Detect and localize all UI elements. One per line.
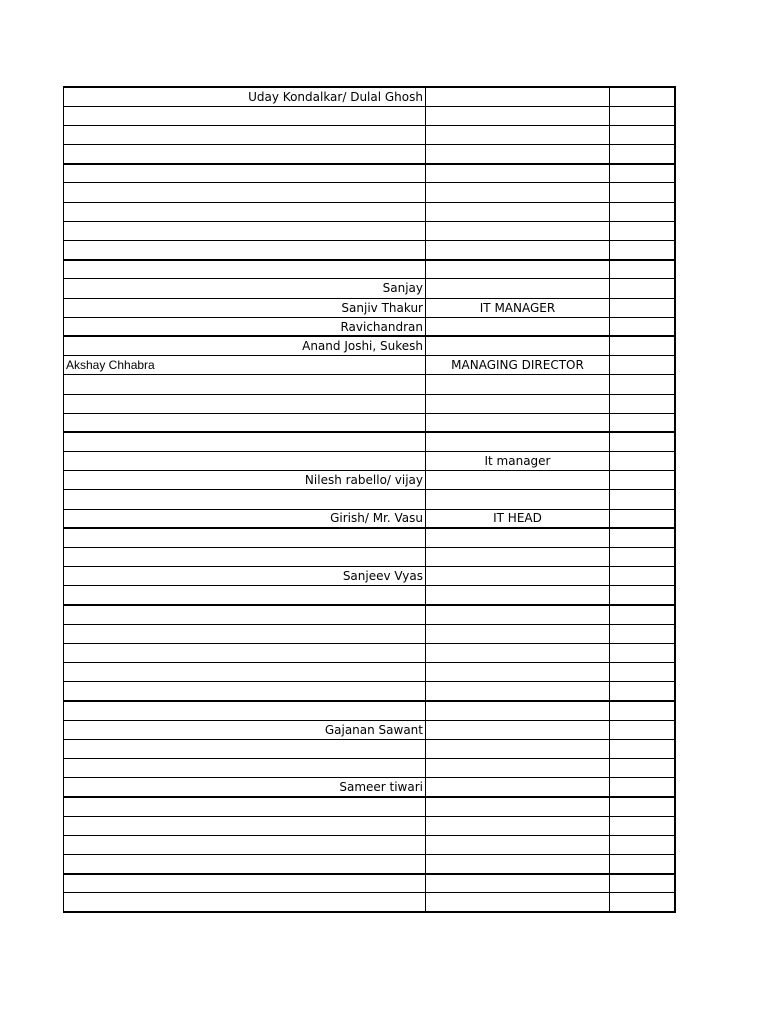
table-row (64, 893, 675, 912)
table-row (64, 145, 675, 164)
title-cell (426, 202, 610, 221)
table-row (64, 298, 675, 317)
title-cell (426, 816, 610, 835)
name-cell (64, 164, 426, 183)
name-cell (64, 241, 426, 260)
table-row (64, 643, 675, 662)
title-cell (426, 624, 610, 643)
title-cell (426, 279, 610, 298)
title-cell (426, 682, 610, 701)
name-cell: Sameer tiwari (64, 778, 426, 797)
name-cell (64, 548, 426, 567)
extra-cell (610, 336, 675, 355)
name-cell (64, 797, 426, 816)
title-cell (426, 835, 610, 854)
name-cell (64, 759, 426, 778)
name-cell: Girish/ Mr. Vasu (64, 509, 426, 528)
title-cell (426, 260, 610, 279)
title-cell (426, 490, 610, 509)
table-row (64, 336, 675, 355)
table-row (64, 432, 675, 451)
table-row (64, 202, 675, 221)
table-row (64, 87, 675, 106)
title-cell (426, 317, 610, 336)
title-cell (426, 394, 610, 413)
title-cell: IT MANAGER (426, 298, 610, 317)
name-cell (64, 221, 426, 240)
name-cell: Anand Joshi, Sukesh (64, 336, 426, 355)
title-cell (426, 164, 610, 183)
extra-cell (610, 643, 675, 662)
title-cell (426, 221, 610, 240)
title-cell (426, 893, 610, 912)
title-cell (426, 106, 610, 125)
table-row (64, 452, 675, 471)
title-cell (426, 375, 610, 394)
name-cell (64, 663, 426, 682)
extra-cell (610, 605, 675, 624)
name-cell: Nilesh rabello/ vijay (64, 471, 426, 490)
extra-cell (610, 855, 675, 874)
extra-cell (610, 663, 675, 682)
title-cell (426, 241, 610, 260)
table-row (64, 164, 675, 183)
table-row (64, 548, 675, 567)
table-row (64, 183, 675, 202)
table-row (64, 682, 675, 701)
title-cell (426, 528, 610, 547)
contact-table-body (64, 87, 675, 912)
extra-cell (610, 586, 675, 605)
table-row (64, 471, 675, 490)
name-cell (64, 874, 426, 893)
extra-cell (610, 452, 675, 471)
title-cell (426, 87, 610, 106)
extra-cell (610, 509, 675, 528)
extra-cell (610, 164, 675, 183)
table-row (64, 106, 675, 125)
name-cell: Sanjeev Vyas (64, 567, 426, 586)
title-cell (426, 701, 610, 720)
table-row (64, 720, 675, 739)
name-cell: Sanjiv Thakur (64, 298, 426, 317)
extra-cell (610, 183, 675, 202)
extra-cell (610, 797, 675, 816)
name-cell (64, 125, 426, 144)
extra-cell (610, 125, 675, 144)
extra-cell (610, 432, 675, 451)
title-cell: It manager (426, 452, 610, 471)
name-cell (64, 605, 426, 624)
extra-cell (610, 759, 675, 778)
table-row (64, 624, 675, 643)
extra-cell (610, 202, 675, 221)
extra-cell (610, 778, 675, 797)
extra-cell (610, 241, 675, 260)
table-row (64, 855, 675, 874)
name-cell (64, 432, 426, 451)
extra-cell (610, 682, 675, 701)
name-cell: Sanjay (64, 279, 426, 298)
table-row (64, 375, 675, 394)
extra-cell (610, 701, 675, 720)
extra-cell (610, 221, 675, 240)
name-cell: Ravichandran (64, 317, 426, 336)
name-cell (64, 528, 426, 547)
table-row (64, 509, 675, 528)
table-row (64, 835, 675, 854)
extra-cell (610, 624, 675, 643)
title-cell (426, 720, 610, 739)
table-row (64, 241, 675, 260)
contact-table (63, 86, 676, 913)
table-row (64, 490, 675, 509)
extra-cell (610, 816, 675, 835)
extra-cell (610, 106, 675, 125)
title-cell (426, 739, 610, 758)
name-cell (64, 893, 426, 912)
table-row (64, 260, 675, 279)
extra-cell (610, 375, 675, 394)
extra-cell (610, 145, 675, 164)
table-row (64, 663, 675, 682)
extra-cell (610, 739, 675, 758)
name-cell (64, 739, 426, 758)
table-row (64, 279, 675, 298)
name-cell (64, 816, 426, 835)
extra-cell (610, 874, 675, 893)
name-cell (64, 145, 426, 164)
table-row (64, 317, 675, 336)
title-cell (426, 336, 610, 355)
name-cell (64, 855, 426, 874)
extra-cell (610, 720, 675, 739)
title-cell (426, 413, 610, 432)
name-cell (64, 106, 426, 125)
table-row (64, 816, 675, 835)
name-cell (64, 643, 426, 662)
title-cell (426, 874, 610, 893)
extra-cell (610, 471, 675, 490)
name-cell: Akshay Chhabra (64, 356, 426, 375)
table-row (64, 221, 675, 240)
title-cell (426, 643, 610, 662)
name-cell (64, 394, 426, 413)
table-row (64, 701, 675, 720)
title-cell (426, 471, 610, 490)
title-cell (426, 567, 610, 586)
extra-cell (610, 394, 675, 413)
extra-cell (610, 260, 675, 279)
table-row (64, 567, 675, 586)
table-row (64, 586, 675, 605)
title-cell (426, 797, 610, 816)
name-cell (64, 682, 426, 701)
name-cell (64, 586, 426, 605)
extra-cell (610, 413, 675, 432)
title-cell (426, 663, 610, 682)
name-cell: Uday Kondalkar/ Dulal Ghosh (64, 87, 426, 106)
extra-cell (610, 356, 675, 375)
title-cell (426, 586, 610, 605)
extra-cell (610, 490, 675, 509)
name-cell (64, 624, 426, 643)
title-cell (426, 548, 610, 567)
name-cell: Gajanan Sawant (64, 720, 426, 739)
extra-cell (610, 567, 675, 586)
name-cell (64, 202, 426, 221)
extra-cell (610, 528, 675, 547)
name-cell (64, 452, 426, 471)
table-row (64, 739, 675, 758)
title-cell (426, 183, 610, 202)
extra-cell (610, 298, 675, 317)
table-row (64, 125, 675, 144)
name-cell (64, 701, 426, 720)
title-cell (426, 605, 610, 624)
table-row (64, 874, 675, 893)
table-row (64, 394, 675, 413)
extra-cell (610, 835, 675, 854)
title-cell (426, 778, 610, 797)
title-cell (426, 855, 610, 874)
table-row (64, 797, 675, 816)
name-cell (64, 835, 426, 854)
table-row (64, 356, 675, 375)
name-cell (64, 183, 426, 202)
extra-cell (610, 893, 675, 912)
title-cell: MANAGING DIRECTOR (426, 356, 610, 375)
title-cell (426, 125, 610, 144)
extra-cell (610, 279, 675, 298)
extra-cell (610, 548, 675, 567)
title-cell (426, 145, 610, 164)
table-row (64, 413, 675, 432)
title-cell (426, 432, 610, 451)
title-cell: IT HEAD (426, 509, 610, 528)
name-cell (64, 413, 426, 432)
title-cell (426, 759, 610, 778)
name-cell (64, 260, 426, 279)
table-row (64, 778, 675, 797)
extra-cell (610, 317, 675, 336)
table-row (64, 759, 675, 778)
table-row (64, 605, 675, 624)
extra-cell (610, 87, 675, 106)
table-row (64, 528, 675, 547)
name-cell (64, 490, 426, 509)
name-cell (64, 375, 426, 394)
